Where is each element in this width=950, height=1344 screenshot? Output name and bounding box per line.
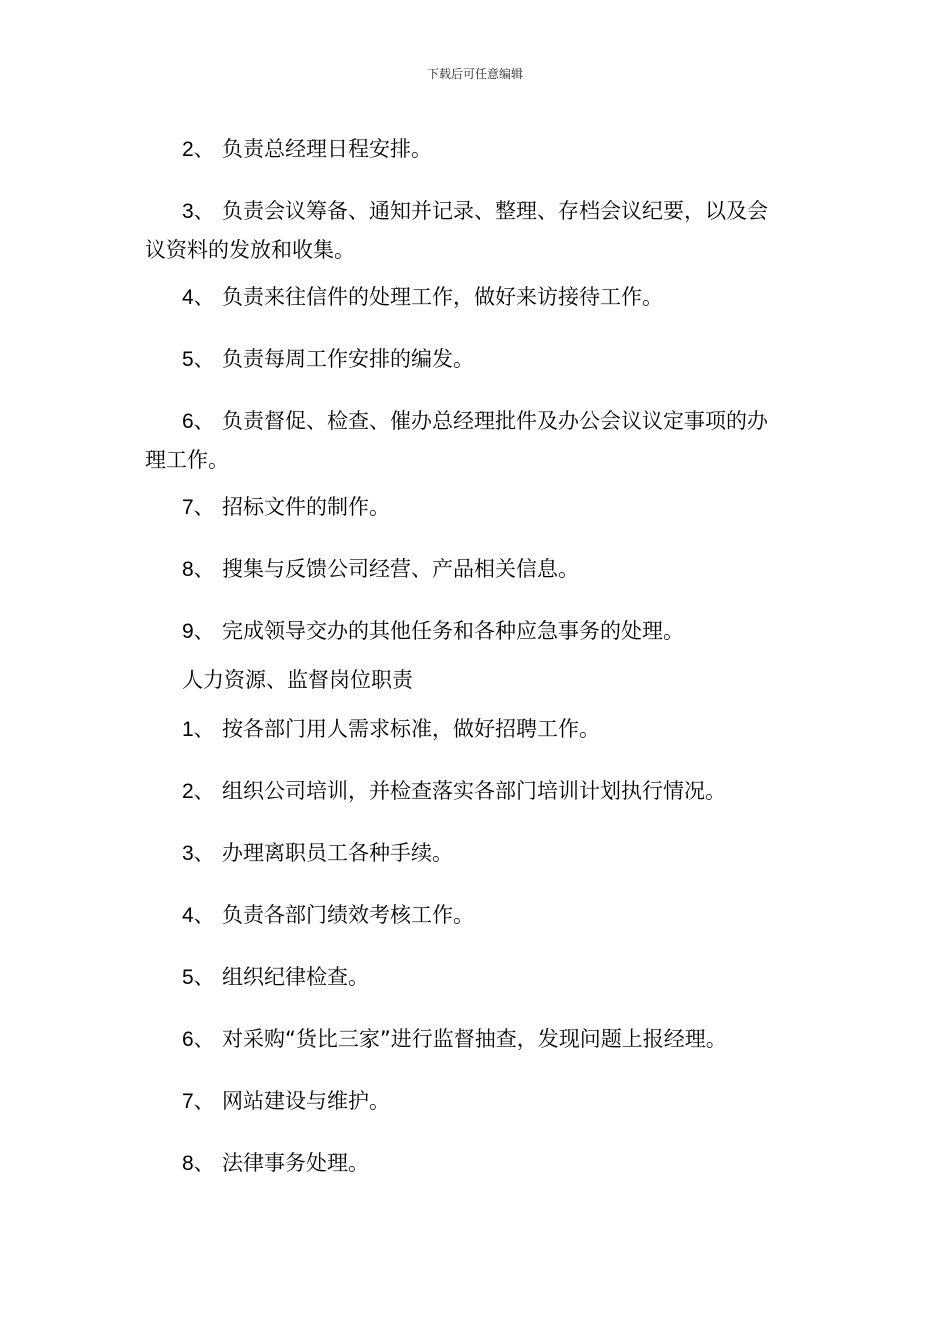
item-text: 办理离职员工各种手续。 [222,841,453,865]
item-text: 负责来往信件的处理工作，做好来访接待工作。 [222,285,663,309]
item-number: 6、 [182,1028,215,1051]
section-title: 人力资源、监督岗位职责 [182,668,413,692]
list-item [145,488,810,527]
header-note: 下载后可任意编辑 [426,67,523,81]
item-number: 2、 [182,780,215,803]
item-text: 负责各部门绩效考核工作。 [222,903,474,927]
list-item [145,130,810,169]
item-text: 组织公司培训，并检查落实各部门培训计划执行情况。 [222,779,726,803]
item-text: 对采购“货比三家”进行监督抽查，发现问题上报经理。 [222,1027,727,1051]
item-number: 3、 [182,842,215,865]
item-text: 负责总经理日程安排。 [222,137,432,161]
list-item [145,958,810,997]
item-text: 搜集与反馈公司经营、产品相关信息。 [222,557,579,581]
item-number: 2、 [182,138,215,161]
item-number: 8、 [182,1152,215,1175]
list-item [145,278,810,317]
list-item [145,1020,810,1059]
item-number: 3、 [182,200,215,223]
item-number: 5、 [182,966,215,989]
item-number: 6、 [182,410,215,433]
list-item [145,710,810,749]
list-item [145,1082,810,1121]
item-number: 9、 [182,620,215,643]
item-text: 负责每周工作安排的编发。 [222,347,474,371]
item-number: 8、 [182,558,215,581]
item-text-continued: 理工作。 [145,448,229,472]
item-text: 网站建设与维护。 [222,1089,390,1113]
item-number: 1、 [182,718,215,741]
item-text-continued: 议资料的发放和收集。 [145,238,355,262]
item-text: 负责督促、检查、催办总经理批件及办公会议议定事项的办 [222,409,768,433]
list-item [145,1144,810,1183]
list-item [145,550,810,589]
list-item [145,896,810,935]
item-text: 招标文件的制作。 [222,495,390,519]
item-number: 4、 [182,904,215,927]
item-text: 按各部门用人需求标准，做好招聘工作。 [222,717,600,741]
item-number: 7、 [182,496,215,519]
list-item [145,402,810,479]
list-item [145,192,810,269]
item-text: 完成领导交办的其他任务和各种应急事务的处理。 [222,619,684,643]
list-item [145,772,810,811]
item-number: 5、 [182,348,215,371]
list-item [145,340,810,379]
item-text: 负责会议筹备、通知并记录、整理、存档会议纪要，以及会 [222,199,768,223]
list-item [145,834,810,873]
item-number: 7、 [182,1090,215,1113]
item-number: 4、 [182,286,215,309]
list-item [145,612,810,651]
item-text: 组织纪律检查。 [222,965,369,989]
item-text: 法律事务处理。 [222,1151,369,1175]
